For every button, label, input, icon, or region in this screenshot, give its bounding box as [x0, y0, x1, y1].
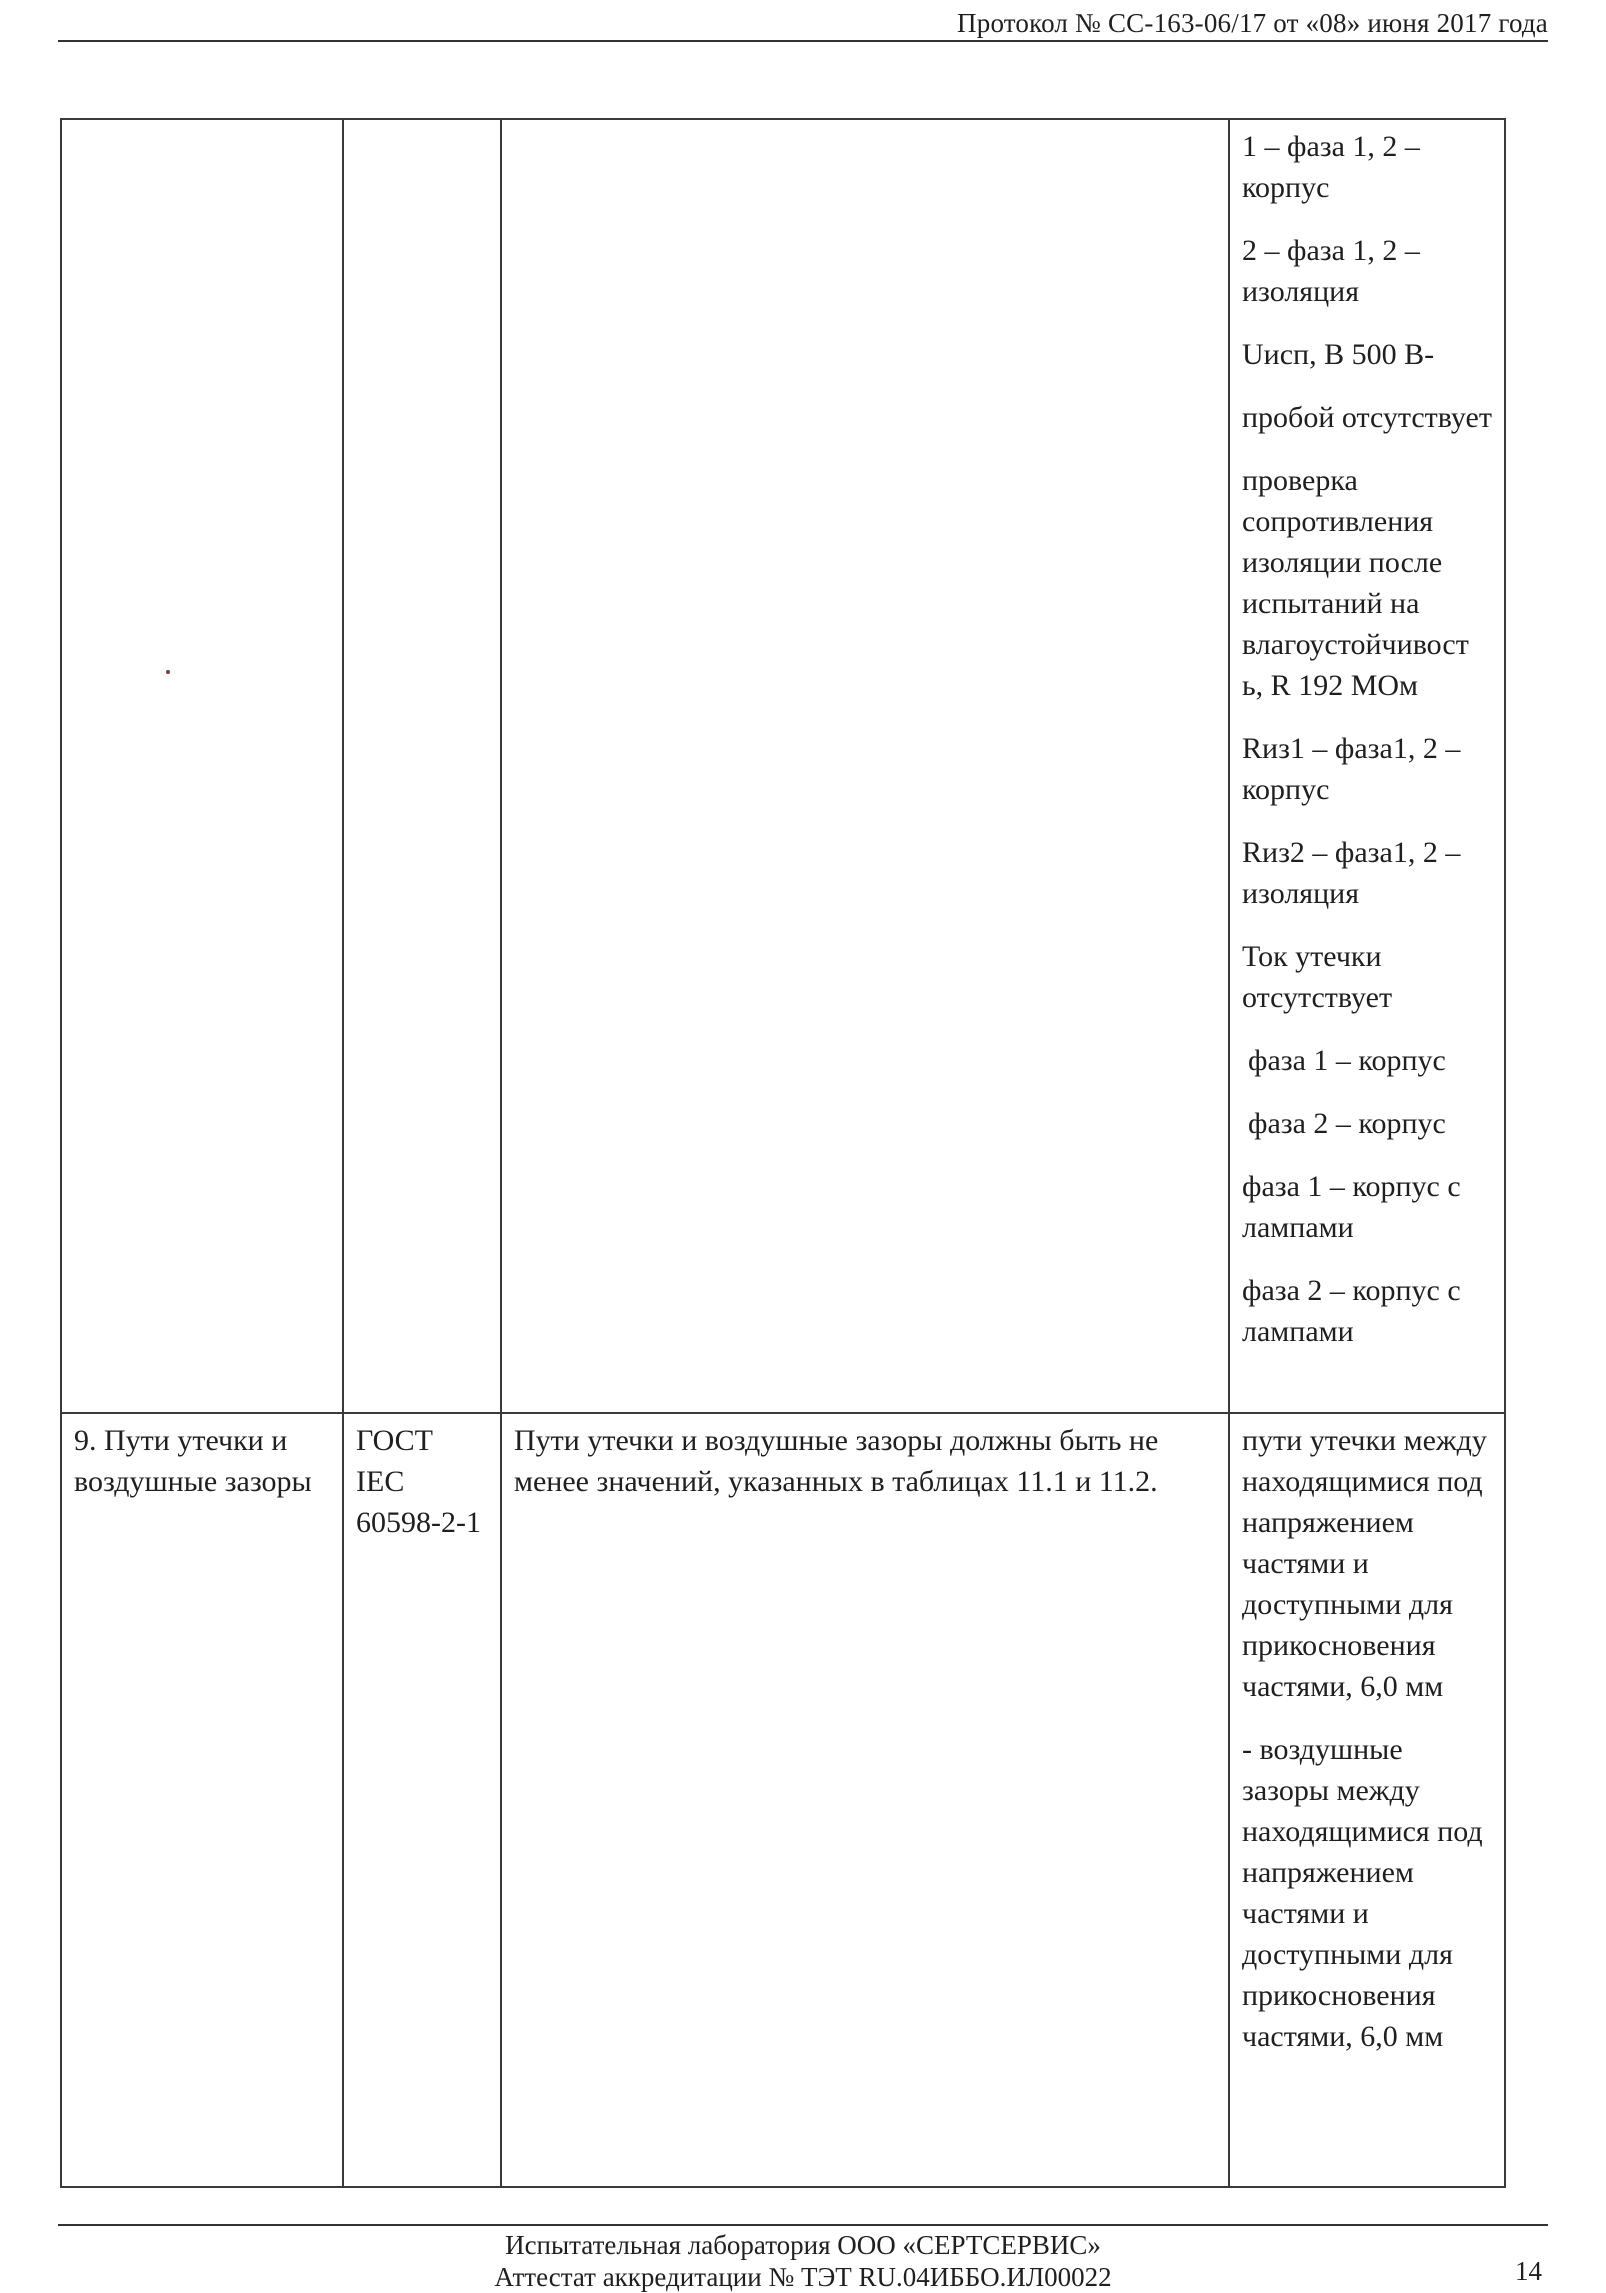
result-item: 2 – фаза 1, 2 – изоляция [1242, 234, 1420, 308]
result-item: фаза 1 – корпус с лампами [1242, 1170, 1461, 1244]
page-number: 14 [1515, 2256, 1542, 2286]
result-item: Rиз1 – фаза1, 2 – корпус [1242, 732, 1461, 806]
result-item: фаза 2 – корпус [1248, 1107, 1446, 1140]
table-row [61, 119, 1505, 1413]
section-cell: 9. Пути утечки и воздушные зазоры [61, 1413, 343, 2187]
result-item: Rиз2 – фаза1, 2 – изоляция [1242, 836, 1461, 910]
results-cell [1229, 119, 1505, 1413]
result-item: - воздушные зазоры между находящимися под напряжением частями и доступными для прикосновения частями, 6,0 мм [1242, 1733, 1483, 2053]
result-item: фаза 2 – корпус с лампами [1242, 1274, 1461, 1348]
result-item: пути утечки между находящимися под напряжением частями и доступными для прикосновения частями, 6,0 мм [1242, 1424, 1487, 1703]
result-item: Ток утечки отсутствует [1242, 940, 1393, 1014]
result-item: 1 – фаза 1, 2 – корпус [1242, 130, 1420, 204]
scan-speck [166, 670, 170, 674]
standard-cell: ГОСТ IEC 60598-2-1 [343, 1413, 501, 2187]
section-cell [61, 119, 343, 1413]
accreditation-line: Аттестат аккредитации № ТЭТ RU.04ИББО.ИЛ00022 [494, 2262, 1112, 2292]
result-item: фаза 1 – корпус [1248, 1044, 1446, 1077]
test-results-table [60, 118, 1506, 2188]
result-item: пробой отсутствует [1242, 401, 1492, 434]
requirement-cell: Пути утечки и воздушные зазоры должны быть не менее значений, указанных в таблицах 11.1 и 11.2. [501, 1413, 1229, 2187]
result-item: Uисп, В 500 В- [1242, 338, 1435, 371]
standard-cell [343, 119, 501, 1413]
lab-name: Испытательная лаборатория ООО «СЕРТСЕРВИС» [505, 2230, 1101, 2260]
document-header: Протокол № СС-163-06/17 от «08» июня 2017 года [957, 8, 1548, 38]
result-item: проверка сопротивления изоляции после испытаний на влагоустойчивост ь, R 192 МОм [1242, 464, 1469, 702]
requirement-cell [501, 119, 1229, 1413]
footer-divider [58, 2224, 1548, 2226]
header-divider [58, 40, 1548, 42]
table-row [61, 1413, 1505, 2187]
results-cell [1229, 1413, 1505, 2187]
